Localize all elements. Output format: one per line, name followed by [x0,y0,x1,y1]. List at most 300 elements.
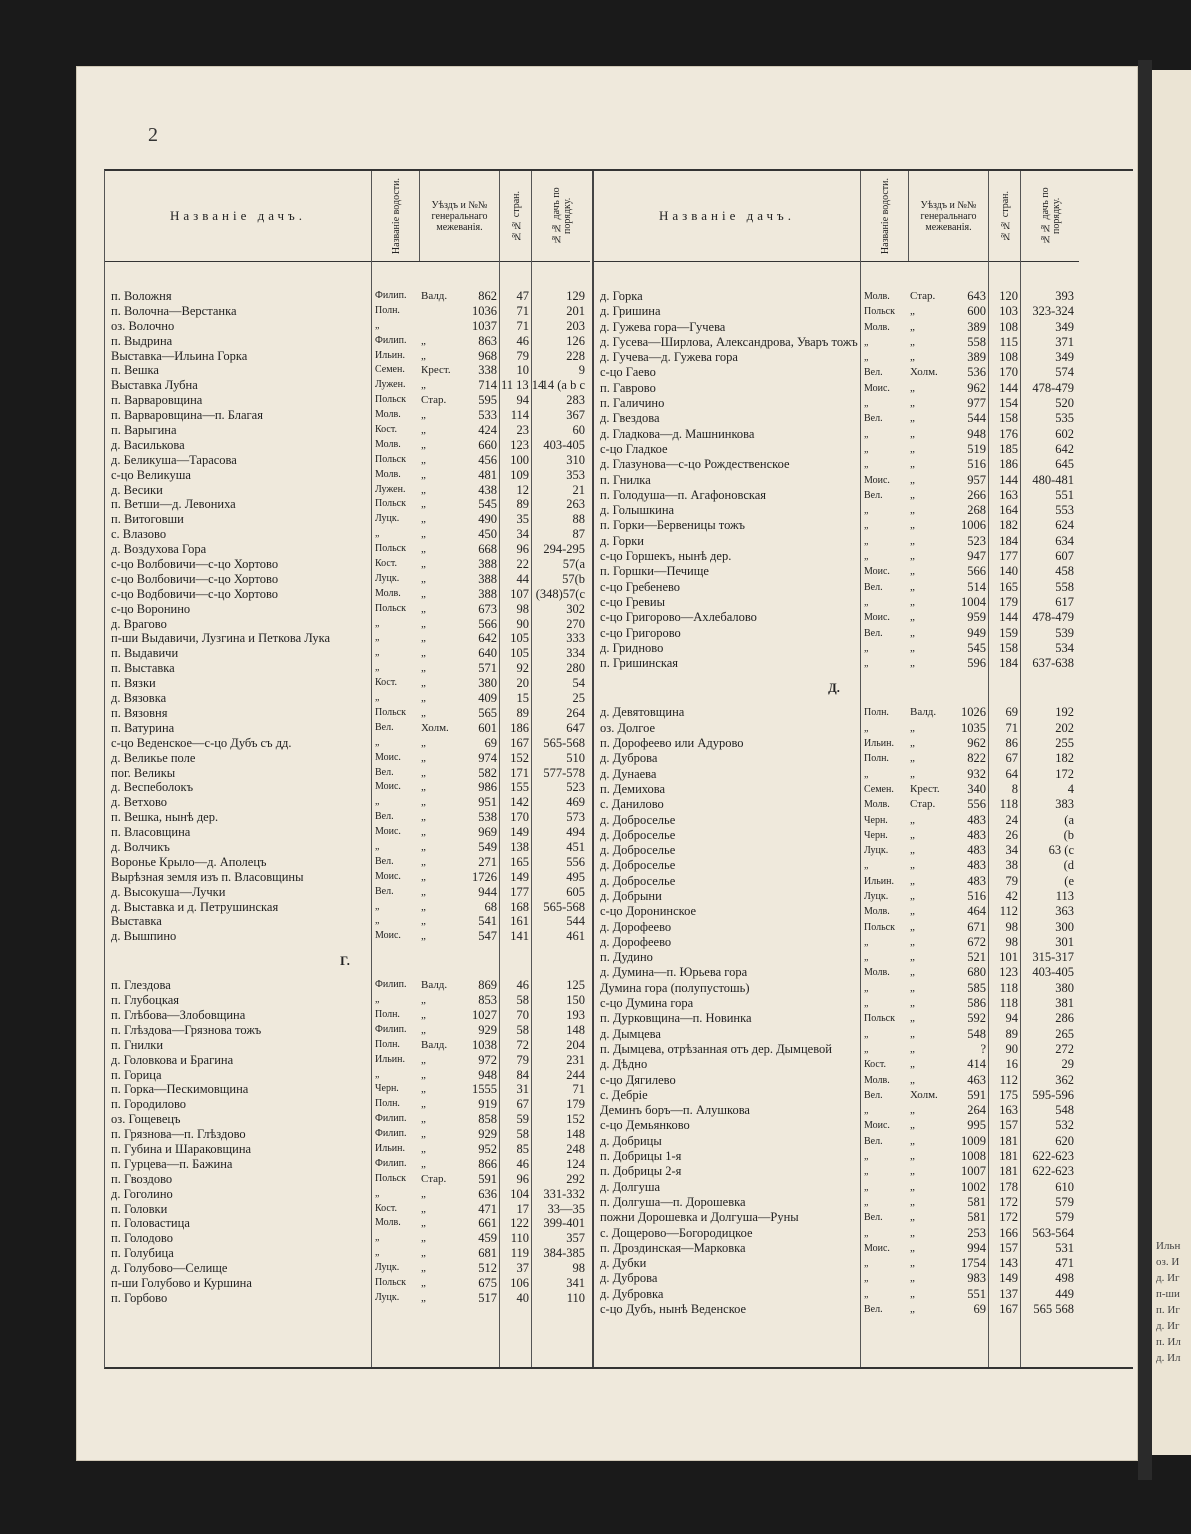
volost-name: Филип. [375,979,407,991]
survey-number: 271 [478,854,497,869]
page-ref: 149 [510,869,529,884]
uezd: „ [421,572,426,585]
table-row [594,488,1079,503]
uezd: „ [421,587,426,600]
page-ref: 85 [516,1141,529,1156]
volost-name: Кост. [375,558,397,570]
estate-name: д. Дубки [600,1256,647,1271]
estate-name: д. Волчикъ [111,839,170,854]
volost-name: Кост. [864,1059,886,1071]
uezd: „ [910,473,915,486]
page-ref: 170 [999,365,1018,380]
estate-name: п-ши Голубово и Куршина [111,1276,252,1290]
survey-number: 1037 [472,318,497,333]
uezd: „ [421,811,426,824]
estate-name: Деминъ боръ—п. Алушкова [600,1103,750,1118]
table-row [594,843,1079,858]
estate-name: с. Дощерово—Богородицкое [600,1225,753,1240]
table-row [594,1180,1079,1195]
survey-number: 68 [484,899,497,914]
page-ref: 123 [999,965,1018,980]
volost-name: „ [864,505,869,517]
survey-number: 463 [967,1072,986,1087]
order-number: 595-596 [1032,1087,1074,1102]
order-number: 265 [1055,1026,1074,1041]
estate-name: д. Великье поле [111,750,196,765]
survey-number: 591 [967,1087,986,1102]
volost-name: Вел. [375,811,394,823]
survey-number: 866 [478,1156,497,1171]
volost-name: Лужен. [375,379,406,391]
estate-name: п. Гришинская [600,656,679,671]
uezd: „ [421,1187,426,1200]
estate-name: с-цо Великуша [111,467,191,482]
order-number: 60 [572,423,585,438]
order-number: 553 [1055,503,1074,518]
order-number: 71 [572,1082,585,1097]
order-number: 14 (a b c [541,378,585,393]
table-row [105,423,590,438]
table-row [594,828,1079,843]
table-row [105,1276,590,1291]
uezd: „ [421,677,426,690]
survey-number: 538 [478,810,497,825]
estate-name: д. Дорофеево [600,919,672,934]
order-number: 110 [566,1290,585,1305]
table-row [594,874,1079,889]
uezd: „ [421,438,426,451]
uezd: „ [910,657,915,670]
order-number: 478-479 [1032,610,1074,625]
survey-number: 948 [967,426,986,441]
survey-number: 266 [967,487,986,502]
survey-number: 919 [478,1097,497,1112]
order-number: 125 [566,978,585,993]
survey-number: 968 [478,348,497,363]
volost-name: „ [864,952,869,964]
survey-number: ? [980,1041,986,1056]
order-number: 25 [572,691,585,706]
volost-name: „ [864,1196,869,1208]
table-row [105,408,590,423]
uezd: „ [910,1027,915,1040]
estate-name: д. Голубово—Селище [111,1261,228,1276]
volost-name: „ [375,1187,380,1199]
next-page-edge [1152,70,1191,1455]
estate-name: д. Дуброва [600,751,658,766]
order-number: 272 [1055,1041,1074,1056]
order-number: 182 [1055,751,1074,766]
survey-number: 456 [478,452,497,467]
estate-name: с-цо Волбовичи—с-цо Хортово [111,571,279,586]
table-row [594,767,1079,782]
estate-name: с-цо Веденское—с-цо Дубъ съ дд. [111,735,292,750]
estate-name: Вырѣзная земля изъ п. Власовщины [111,869,304,884]
volost-name: Польск [375,1277,406,1288]
page-ref: 184 [999,656,1018,671]
table-row [594,1103,1079,1118]
survey-number: 1004 [961,594,986,609]
volost-name: Вел. [864,367,883,379]
uezd: „ [421,885,426,898]
page-ref: 70 [516,1007,529,1022]
table-row [105,304,590,319]
table-row [105,810,590,825]
survey-number: 549 [478,839,497,854]
page-ref: 89 [516,705,529,720]
table-row [105,617,590,632]
uezd: „ [421,1277,426,1289]
left-rows [105,289,590,1306]
table-row [594,1042,1079,1057]
estate-name: д. Высокуша—Лучки [111,884,226,899]
uezd: „ [910,737,915,750]
page-ref: 170 [510,810,529,825]
page-ref: 11 13 14 [501,378,545,393]
order-number: 150 [566,993,585,1008]
uezd: Холм. [421,721,449,734]
page-ref: 137 [999,1286,1018,1301]
order-number: 403-405 [1032,965,1074,980]
table-row [594,1287,1079,1302]
estate-name: п. Дымцева, отрѣзанная отъ дер. Дымцевой [600,1041,832,1056]
uezd: „ [421,379,426,392]
page-ref: 86 [1005,736,1018,751]
estate-name: д. Доброселье [600,843,676,858]
uezd: „ [910,427,915,440]
table-row [105,929,590,944]
survey-number: 660 [478,437,497,452]
estate-name: Выставка [111,914,162,929]
page-ref: 40 [516,1290,529,1305]
uezd: „ [421,468,426,481]
table-row [105,512,590,527]
uezd: „ [910,1303,915,1315]
survey-number: 556 [967,797,986,812]
survey-number: 673 [478,601,497,616]
estate-name: д. Головкова и Брагина [111,1052,234,1067]
order-number: 624 [1055,518,1074,533]
volost-name: Полн. [375,1008,400,1020]
estate-name: с-цо Волбовичи—с-цо Хортово [111,557,279,572]
table-row [594,1118,1079,1133]
table-row [105,289,590,304]
page-ref: 118 [999,980,1018,995]
uezd: „ [421,826,426,839]
page-ref: 105 [510,646,529,661]
uezd: „ [421,1008,426,1021]
page-ref: 115 [999,334,1018,349]
estate-name: д. Голышкина [600,503,675,518]
page-ref: 24 [1005,812,1018,827]
header-name: Названіе дачъ. [170,208,306,223]
volost-name: „ [375,647,380,659]
estate-name: д. Выставка и д. Петрушинская [111,899,279,914]
table-row [105,453,590,468]
estate-name: с-цо Григорово [600,625,681,640]
volost-name: Моис. [864,1242,890,1254]
order-number: 393 [1055,289,1074,303]
table-row [105,840,590,855]
volost-name: Молв. [864,1074,890,1086]
volost-name: Луцк. [375,513,400,525]
volost-name: Польск [864,306,895,318]
order-number: (d [1063,858,1074,873]
survey-number: 481 [478,467,497,482]
table-row [594,564,1079,579]
table-row [105,378,590,393]
order-number: 539 [1055,625,1074,640]
order-number: 495 [566,869,585,884]
uezd: „ [421,498,426,511]
header-order: №№ дачъ по порядку. [1039,187,1062,245]
table-row [105,1112,590,1127]
survey-number: 582 [478,765,497,780]
page-ref: 161 [510,914,529,929]
page-ref: 94 [516,393,529,408]
volost-name: „ [864,1028,869,1040]
volost-name: Луцк. [864,890,889,902]
page-ref: 123 [510,437,529,452]
header-water: Названіе водости. [879,177,891,255]
estate-name: д. Доброселье [600,858,676,873]
estate-name: п. Глубоцкая [111,993,180,1008]
estate-name: Г. [340,954,350,969]
volost-name: Вел. [864,1304,883,1315]
table-row [594,1057,1079,1072]
page-ref: 171 [510,765,529,780]
survey-number: 1007 [961,1164,986,1179]
table-row [105,766,590,781]
order-number: 88 [572,512,585,527]
next-page-fragment: Ильн [1156,1240,1181,1252]
volost-name: Молв. [375,438,401,450]
uezd: Валд. [910,706,937,719]
uezd: „ [910,1211,915,1224]
uezd: „ [421,543,426,556]
estate-name: с-цо Демьянково [600,1118,690,1133]
estate-name: пожни Дорошевка и Долгуша—Руны [600,1210,799,1225]
estate-name: с-цо Думина гора [600,996,694,1011]
uezd: „ [910,1226,915,1239]
order-number: 620 [1055,1133,1074,1148]
survey-number: 581 [967,1210,986,1225]
survey-number: 264 [967,1103,986,1118]
volost-name: Луцк. [864,845,889,857]
volost-name: Молв. [375,409,401,421]
table-row [105,557,590,572]
page-ref: 158 [999,640,1018,655]
table-row [594,304,1079,319]
order-number: 383 [1055,797,1074,812]
page-ref: 72 [516,1037,529,1052]
volost-name: „ [864,398,869,410]
page-ref: 119 [510,1246,529,1261]
page-ref: 98 [1005,934,1018,949]
uezd: Холм. [910,1088,938,1101]
survey-number: 483 [967,827,986,842]
order-number: 363 [1055,904,1074,919]
order-number: 494 [566,825,585,840]
volost-name: Моис. [375,870,401,882]
page-ref: 96 [516,542,529,557]
order-number: 179 [566,1097,585,1112]
uezd: „ [910,828,915,841]
page-ref: 172 [999,1194,1018,1209]
order-number: 548 [1055,1103,1074,1118]
page-ref: 144 [999,472,1018,487]
volost-name: Польск [375,1172,406,1184]
table-row [105,1216,590,1231]
survey-number: 948 [478,1067,497,1082]
estate-name: д. Доброселье [600,812,676,827]
estate-name: с-цо Григорово—Ахлебалово [600,610,757,625]
estate-name: п. Власовщина [111,825,191,840]
volost-name: „ [864,1043,869,1055]
table-row [594,965,1079,980]
volost-name: Полн. [375,1098,400,1110]
volost-name: „ [375,1068,380,1080]
volost-name: Вел. [375,721,394,733]
order-number: 607 [1055,549,1074,564]
volost-name: Филип. [375,1128,407,1140]
survey-number: 566 [478,616,497,631]
uezd: „ [421,349,426,362]
order-number: 315-317 [1032,950,1074,965]
page-ref: 37 [516,1261,529,1276]
page-ref: 178 [999,1179,1018,1194]
table-row [594,1149,1079,1164]
header-name: Названіе дачъ. [659,208,795,223]
volost-name: Польск [375,498,406,510]
estate-name: с-цо Горшекъ, нынѣ дер. [600,549,732,564]
uezd: „ [421,1247,426,1260]
page-ref: 141 [510,929,529,944]
estate-name: д. Дымцева [600,1026,661,1041]
survey-number: 714 [478,378,497,393]
volost-name: Молв. [864,967,890,979]
estate-name: п. Горица [111,1067,162,1082]
table-row [105,870,590,885]
volost-name: Черн. [375,1083,399,1095]
table-row [594,920,1079,935]
table-row [105,438,590,453]
order-number: 602 [1055,426,1074,441]
estate-name: с. Дебріе [600,1087,648,1102]
estate-name: п. Дурковщина—п. Новинка [600,1011,752,1026]
order-number: 558 [1055,579,1074,594]
volost-name: Филип. [375,1023,407,1035]
order-number: 341 [566,1276,585,1290]
estate-name: п-ши Выдавичи, Лузгина и Петкова Лука [111,631,331,646]
estate-name: д. Веспеболокъ [111,780,194,795]
survey-number: 544 [967,411,986,426]
order-number: 577-578 [543,765,585,780]
table-row [594,782,1079,797]
uezd: „ [910,874,915,887]
table-row [105,587,590,602]
page-ref: 12 [516,482,529,497]
volost-name: Полн. [375,304,400,316]
uezd: „ [421,870,426,883]
uezd: „ [910,351,915,364]
page-ref: 164 [999,503,1018,518]
page-ref: 176 [999,426,1018,441]
order-number: (b [1063,827,1074,842]
uezd: „ [910,412,915,425]
uezd: „ [910,1150,915,1163]
page-ref: 122 [510,1216,529,1231]
volost-name: Вел. [375,855,394,867]
uezd: „ [421,900,426,913]
survey-number: 1008 [961,1149,986,1164]
page-ref: 184 [999,533,1018,548]
page-ref: 144 [999,610,1018,625]
survey-number: 389 [967,350,986,365]
volost-name: Моис. [375,826,401,838]
order-number: 203 [566,318,585,333]
order-number: 263 [566,497,585,512]
page-ref: 103 [999,304,1018,319]
volost-name: Филип. [375,1157,407,1169]
volost-name: „ [375,1247,380,1259]
uezd: „ [910,1073,915,1086]
order-number: 478-479 [1032,380,1074,395]
estate-name: п. Головки [111,1201,168,1216]
uezd: „ [910,458,915,471]
uezd: „ [910,951,915,964]
table-row [105,1231,590,1246]
table-row [594,335,1079,350]
survey-number: 969 [478,825,497,840]
order-number: 565-568 [543,735,585,750]
table-row [105,1038,590,1053]
estate-name: п. Вешка, нынѣ дер. [111,810,219,825]
table-row [594,736,1079,751]
table-row [105,1261,590,1276]
order-number: 333 [566,631,585,646]
page-ref: 138 [510,839,529,854]
order-number: (348)57(c [535,586,585,601]
order-number: 231 [566,1052,585,1067]
estate-name: д. Дубровка [600,1286,664,1301]
volost-name: Полн. [864,707,889,719]
table-row [105,1246,590,1261]
estate-name: с-цо Гаево [600,365,656,380]
order-number: 510 [566,750,585,765]
page-ref: 109 [510,467,529,482]
volost-name: Моис. [864,1120,890,1132]
volost-name: Польск [375,453,406,465]
page-ref: 22 [516,557,529,572]
volost-name: „ [864,520,869,532]
table-row [594,705,1079,720]
estate-name: д. Гусева—Ширлова, Александрова, Уваръ тожъ [600,334,858,349]
volost-name: „ [375,994,380,1006]
table-row [594,396,1079,411]
uezd: „ [910,752,915,765]
volost-name: Ильин. [375,1142,405,1154]
page-ref: 15 [516,691,529,706]
page-ref: 69 [1005,705,1018,720]
page-ref: 98 [516,601,529,616]
volost-name: Луцк. [375,1291,400,1303]
survey-number: 869 [478,978,497,993]
table-row [594,641,1079,656]
order-number: 480-481 [1032,472,1074,487]
page-ref: 167 [510,735,529,750]
estate-name: с-цо Водбовичи—с-цо Хортово [111,586,279,601]
